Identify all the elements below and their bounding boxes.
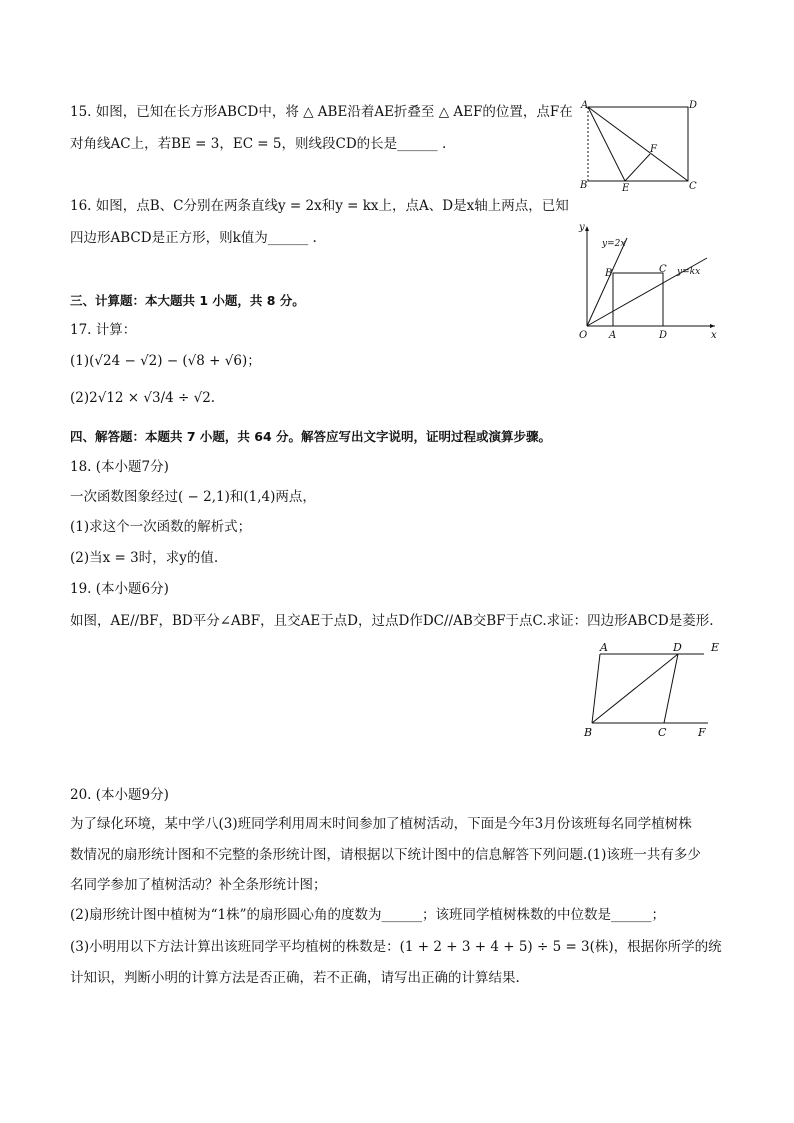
q17-part2: (2)2√12 × √3/4 ÷ √2. [70, 390, 216, 406]
q18-part1: (1)求这个一次函数的解析式； [70, 519, 252, 535]
q20-line3: 名同学参加了植树活动？补全条形统计图； [70, 877, 327, 893]
q18-part2: (2)当x = 3时，求y的值. [70, 550, 219, 566]
q15-label-a: A [581, 100, 589, 111]
q19-label-c: C [658, 726, 667, 739]
q19-label-b: B [584, 726, 593, 739]
q19-label-f: F [698, 726, 706, 739]
q20-title: 20. (本小题9分) [70, 787, 169, 803]
q15-label-b: B [580, 180, 588, 191]
q16-label-line1: y=2x [602, 239, 626, 249]
q15-label-c: C [689, 181, 697, 192]
q15-figure [572, 96, 702, 196]
q19-stem: 如图，AE//BF，BD平分∠ABF，且交AE于点D，过点D作DC//AB交BF于点C.求证：四边形ABCD是菱形. [70, 613, 714, 629]
q16-figure [565, 218, 725, 340]
q19-figure [578, 636, 728, 744]
q16-label-c: C [659, 264, 667, 275]
q16-label-b: B [605, 268, 613, 279]
q19-title: 19. (本小题6分) [70, 581, 169, 597]
q17-part1: (1)(√24 − √2) − (√8 + √6)； [70, 353, 261, 369]
q15-label-d: D [689, 100, 698, 111]
q15-line1: 15. 如图，已知在长方形ABCD中，将 △ ABE沿着AE折叠至 △ AEF的位置，点F在 [70, 104, 573, 120]
q19-label-d: D [673, 641, 682, 654]
q16-line1: 16. 如图，点B、C分别在两条直线y = 2x和y = kx上，点A、D是x轴上两点，已知 [70, 198, 569, 214]
q17-title: 17. 计算： [70, 322, 137, 338]
q20-line2: 数情况的扇形统计图和不完整的条形统计图，请根据以下统计图中的信息解答下列问题.(1)该班一共有多少 [70, 847, 701, 863]
q19-label-e: E [711, 641, 720, 654]
q16-label-d: D [659, 330, 668, 340]
q16-label-line2: y=kx [677, 267, 701, 277]
q15-label-e: E [622, 183, 630, 194]
q20-line5: (3)小明用以下方法计算出该班同学平均植树的株数是：(1 + 2 + 3 + 4 + 5) ÷ 5 = 3(株)，根据你所学的统 [70, 939, 722, 955]
q16-label-a: A [609, 330, 617, 340]
q16-label-x: x [711, 330, 717, 340]
q20-line4: (2)扇形统计图中植树为“1株”的扇形圆心角的度数为______；该班同学植树株数的中位数是______； [70, 907, 666, 923]
q20-line6: 计知识，判断小明的计算方法是否正确，若不正确，请写出正确的计算结果. [70, 970, 520, 986]
q18-stem: 一次函数图象经过( − 2,1)和(1,4)两点， [70, 489, 316, 505]
q15-label-f: F [650, 144, 657, 155]
q16-label-y: y [579, 222, 585, 233]
q20-line1: 为了绿化环境，某中学八(3)班同学利用周末时间参加了植树活动，下面是今年3月份该班每名同学植树株 [70, 816, 692, 832]
q19-label-a: A [600, 641, 608, 654]
q18-title: 18. (本小题7分) [70, 459, 169, 475]
q16-line2: 四边形ABCD是正方形，则k值为______ . [70, 230, 317, 246]
section3-heading: 三、计算题：本大题共 1 小题，共 8 分。 [70, 293, 305, 308]
q15-line2: 对角线AC上，若BE = 3，EC = 5，则线段CD的长是______ . [70, 136, 447, 152]
section4-heading: 四、解答题：本题共 7 小题，共 64 分。解答应写出文字说明，证明过程或演算步骤。 [70, 429, 552, 444]
q16-label-o: O [579, 330, 588, 340]
